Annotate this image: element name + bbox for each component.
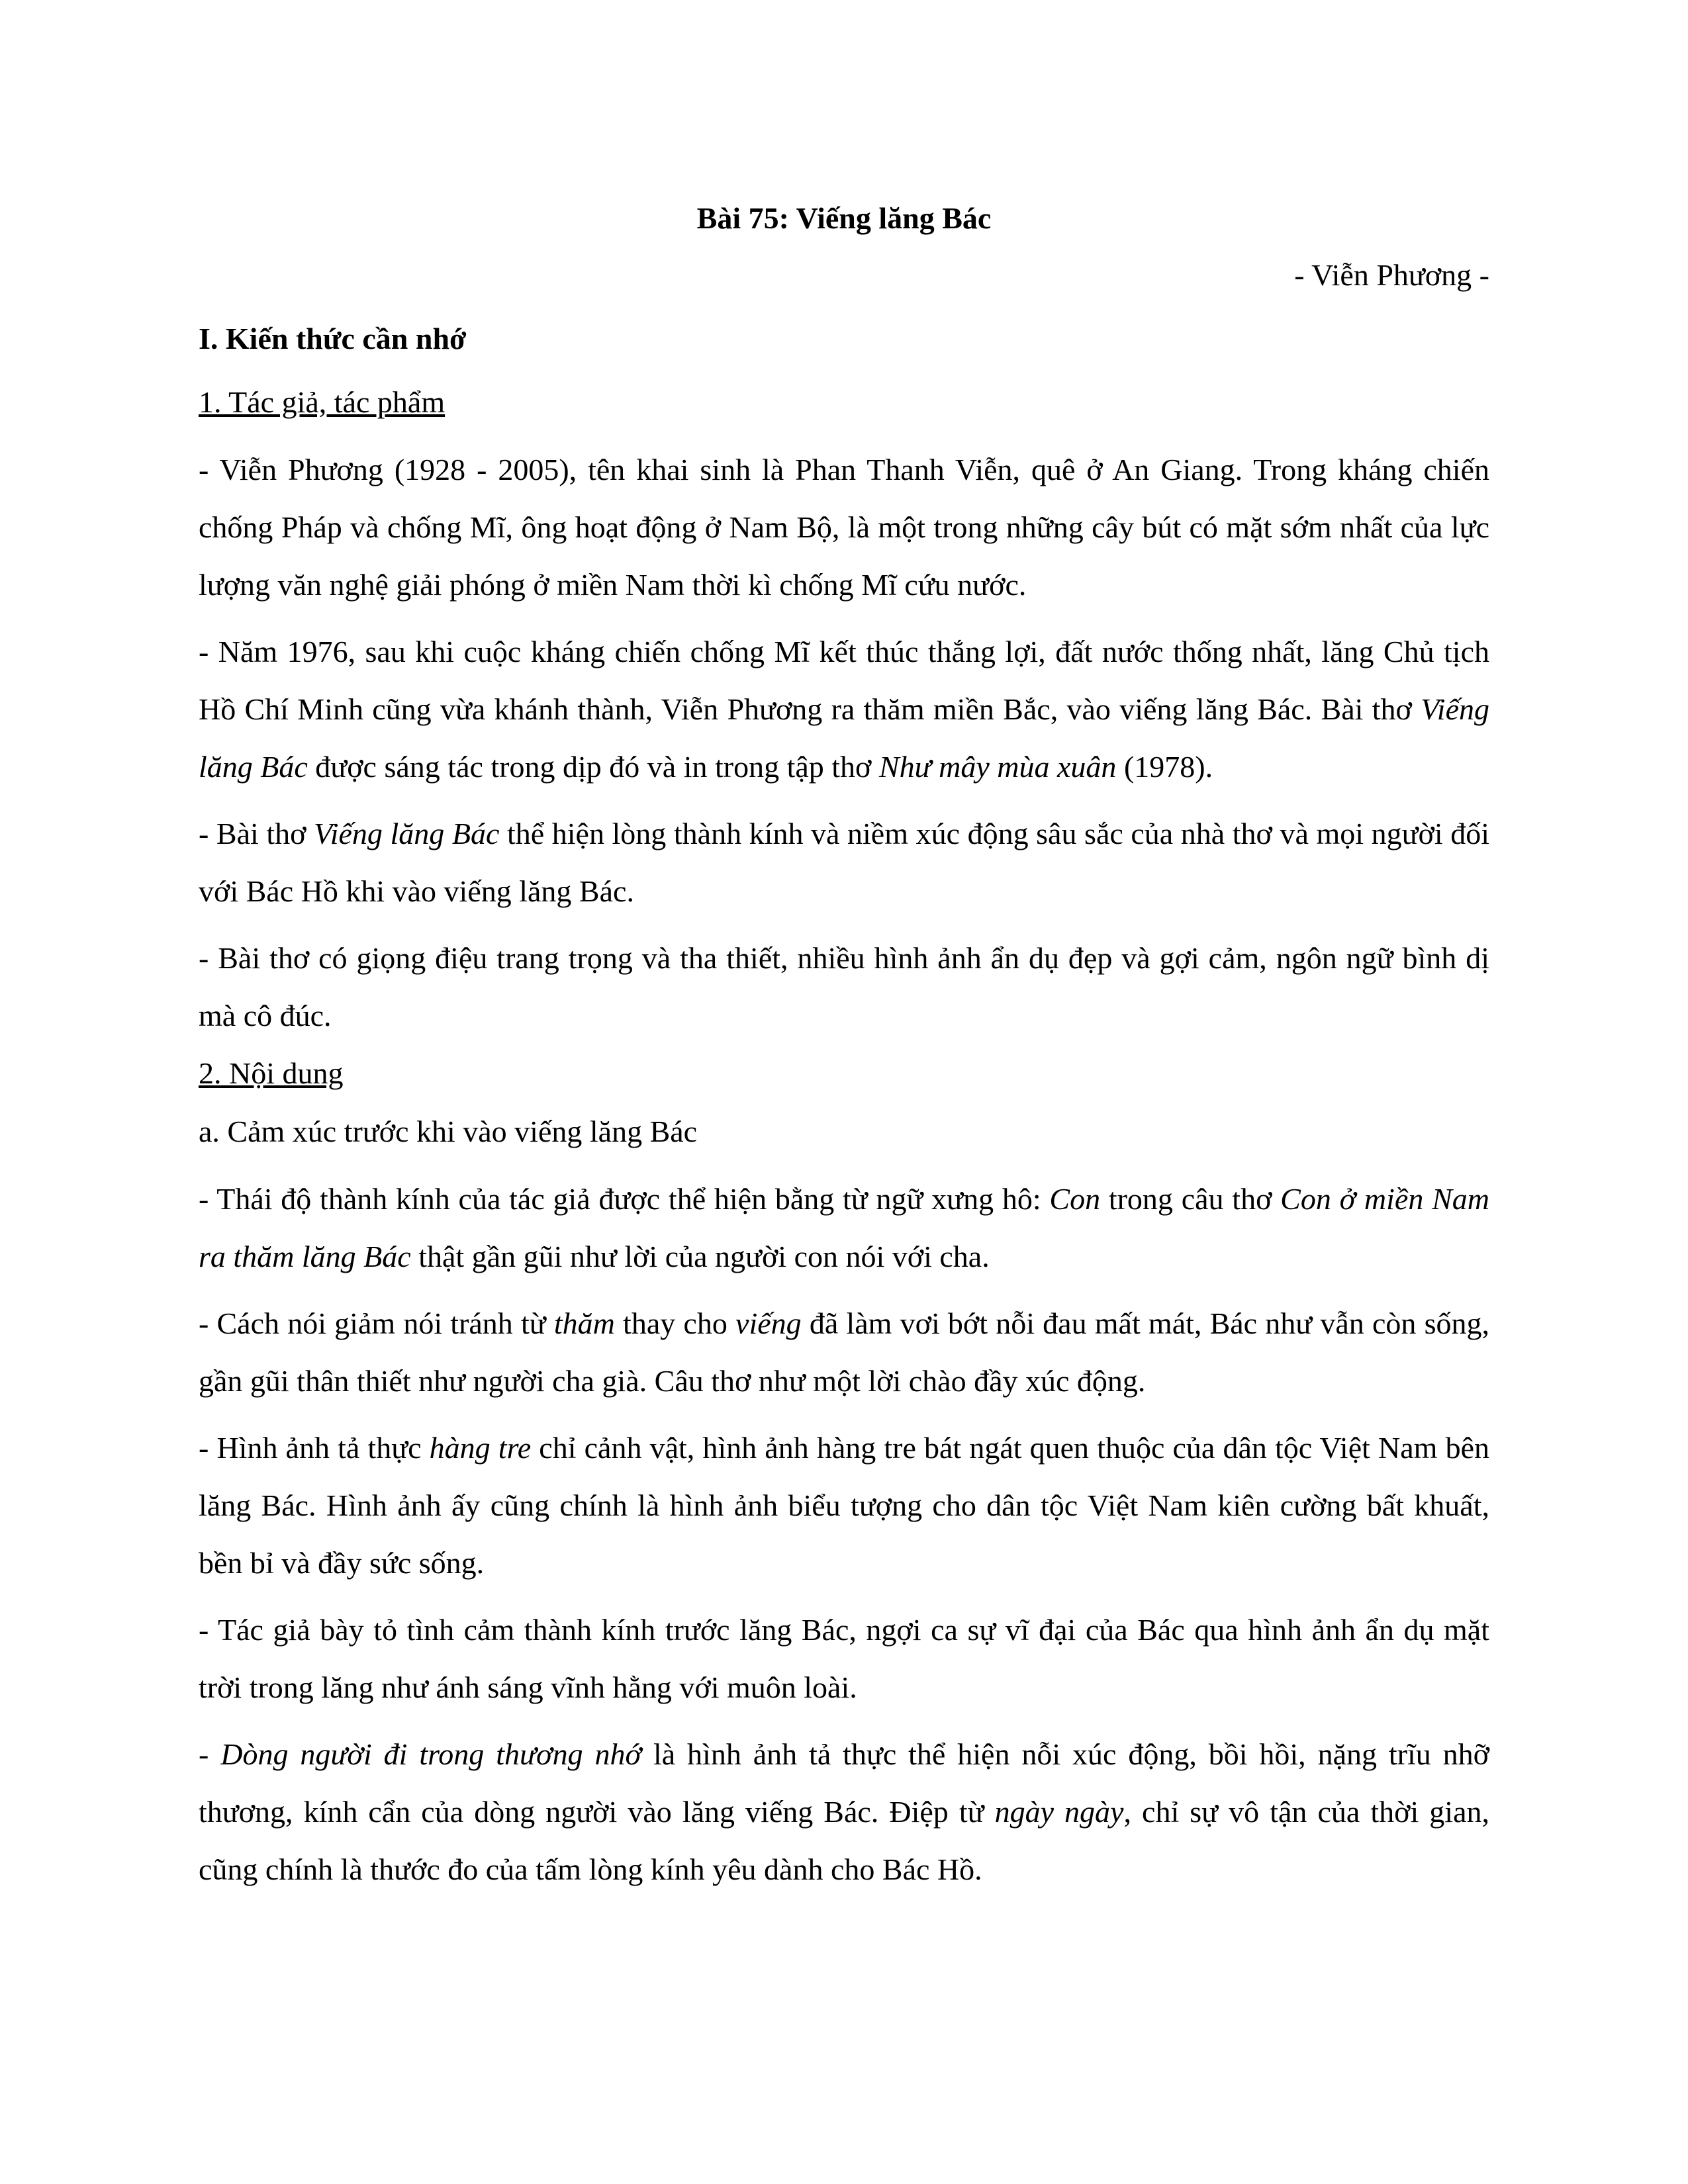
document-content [199,199,1489,1907]
document-author: - Viễn Phương - [1294,258,1489,292]
text-run: , chỉ sự vô tận của thời gian, cũng chính là thước đo của tấm lòng kính yêu dành cho Bác Hồ. [199,1795,1489,1886]
text-run: - Bài thơ [199,817,314,850]
paragraph-composition-context [199,623,1489,796]
section-heading: I. Kiến thức cần nhớ [199,322,467,355]
text-run: - Hình ảnh tả thực [199,1431,430,1465]
text-run: trong câu thơ [1100,1182,1281,1216]
paragraph-stream-of-people [199,1725,1489,1898]
paragraph-address-form [199,1170,1489,1285]
text-run: đã làm vơi bớt nỗi đau mất mát, Bác như vẫn còn sống, gần gũi thân thiết như người cha già. Câu thơ như một lời chào đầy xúc động. [199,1306,1489,1398]
text-run: - Năm 1976, sau khi cuộc kháng chiến chống Mĩ kết thúc thắng lợi, đất nước thống nhất, lăng Chủ tịch Hồ Chí Minh cũng vừa khánh thành, Viễn Phương ra thăm miền Bắc, vào viếng lăng Bác. Bài thơ [199,635,1489,726]
text-run: thay cho [614,1306,736,1340]
italic-collection-title: Như mây mùa xuân [878,750,1117,784]
paragraph-author-bio: - Viễn Phương (1928 - 2005), tên khai sinh là Phan Thanh Viễn, quê ở An Giang. Trong kháng chiến chống Pháp và chống Mĩ, ông hoạt động ở Nam Bộ, là một trong những cây bút có mặt sớm nhất của lực lượng văn nghệ giải phóng ở miền Nam thời kì chống Mĩ cứu nước. [199,453,1489,602]
italic-word-con: Con [1049,1182,1101,1216]
italic-poem-title: Viếng lăng Bác [314,817,500,850]
paragraph-euphemism [199,1295,1489,1410]
italic-poem-title: Viếng lăng Bác [199,692,1489,784]
text-run: thể hiện lòng thành kính và niềm xúc động sâu sắc của nhà thơ và mọi người đối với Bác Hồ khi vào viếng lăng Bác. [199,817,1489,908]
text-run: (1978). [1116,750,1213,784]
paragraph-sun-metaphor: - Tác giả bày tỏ tình cảm thành kính trước lăng Bác, ngợi ca sự vĩ đại của Bác qua hình ảnh ẩn dụ mặt trời trong lăng như ánh sáng vĩnh hằng với muôn loài. [199,1613,1489,1704]
text-run: là hình ảnh tả thực thể hiện nỗi xúc động, bồi hồi, nặng trĩu nhỡ thương, kính cẩn của dòng người vào lăng viếng Bác. Điệp từ [199,1737,1489,1829]
italic-word-hang-tre: hàng tre [429,1431,532,1465]
point-a-heading: a. Cảm xúc trước khi vào viếng lăng Bác [199,1115,698,1148]
text-run: được sáng tác trong dịp đó và in trong tập thơ [307,750,879,784]
italic-word-ngay-ngay: ngày ngày [994,1795,1124,1829]
subsection-heading-content: 2. Nội dung [199,1056,344,1090]
paragraph-poem-theme [199,805,1489,920]
document-title: Bài 75: Viếng lăng Bác [696,201,992,235]
italic-poem-phrase: Dòng người đi trong thương nhớ [220,1737,642,1771]
subsection-heading-author-work: 1. Tác giả, tác phẩm [199,385,445,419]
text-run: - Thái độ thành kính của tác giả được thể hiện bằng từ ngữ xưng hô: [199,1182,1050,1216]
paragraph-poem-style: - Bài thơ có giọng điệu trang trọng và tha thiết, nhiều hình ảnh ẩn dụ đẹp và gợi cảm, ngôn ngữ bình dị mà cô đúc. [199,941,1489,1032]
text-run: - [199,1737,221,1771]
italic-word-tham: thăm [553,1306,615,1340]
paragraph-bamboo-image [199,1419,1489,1592]
text-run: thật gần gũi như lời của người con nói với cha. [410,1240,990,1273]
italic-poem-line: Con ở miền Nam ra thăm lăng Bác [199,1182,1489,1273]
text-run: - Cách nói giảm nói tránh từ [199,1306,554,1340]
text-run: chỉ cảnh vật, hình ảnh hàng tre bát ngát quen thuộc của dân tộc Việt Nam bên lăng Bác. Hình ảnh ấy cũng chính là hình ảnh biểu tượng cho dân tộc Việt Nam kiên cường bất khuất, bền bỉ và đầy sức sống. [199,1431,1489,1580]
italic-word-vieng: viếng [735,1306,802,1340]
